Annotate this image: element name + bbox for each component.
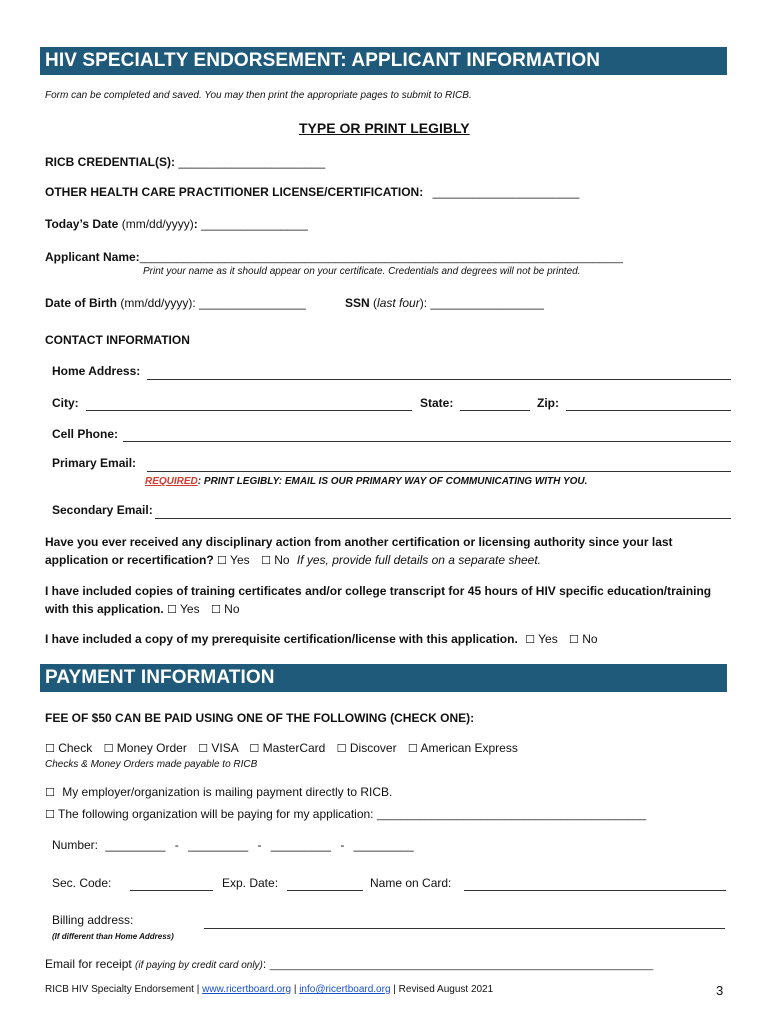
section-banner-applicant [40,47,727,75]
q2-text-line1: I have included copies of training certificates and/or college transcript for 45 hours of HIV specific education/training [45,584,712,598]
method-american-express: American Express [420,741,518,755]
exp-date-label: Exp. Date: [222,876,279,890]
ricb-credentials-row [45,155,325,169]
payment-methods [45,741,518,755]
ssn-field[interactable]: _________________ [430,296,544,310]
home-address-label: Home Address: [52,364,141,378]
primary-email-label: Primary Email: [52,456,137,470]
todays-date-field[interactable]: ________________ [201,217,308,231]
q3-no-label: No [582,632,598,646]
payment-title: PAYMENT INFORMATION [45,667,275,688]
type-print-heading: TYPE OR PRINT LEGIBLY [299,120,470,136]
applicant-name-label: Applicant Name: [45,250,140,264]
method-mastercard: MasterCard [262,741,326,755]
todays-date-format: (mm/dd/yyyy) [121,217,194,231]
q1-no-label: No [274,553,290,567]
method-discover: Discover [349,741,397,755]
applicant-name-row [45,250,623,264]
q3-row [45,632,598,646]
sec-code-label: Sec. Code: [52,876,112,890]
q1-row [45,553,541,567]
q2-yes-checkbox[interactable]: ☐ [167,603,177,616]
cell-phone-field[interactable] [123,441,731,442]
mastercard-checkbox[interactable]: ☐ [249,742,260,755]
visa-checkbox[interactable]: ☐ [198,742,209,755]
q2-no-label: No [224,602,240,616]
other-license-label: OTHER HEALTH CARE PRACTITIONER LICENSE/CERTIFICATION: [45,185,424,199]
org-option-label: The following organization will be paying for my application: [58,807,374,821]
name-on-card-label: Name on Card: [370,876,452,890]
footer-left: RICB HIV Specialty Endorsement | [45,984,200,995]
contact-heading: CONTACT INFORMATION [45,333,190,347]
q1-no-checkbox[interactable]: ☐ [260,554,271,567]
payable-note: Checks & Money Orders made payable to RICB [45,759,258,770]
ricb-credentials-label: RICB CREDENTIAL(S): [45,155,175,169]
ssn-format: last four [377,296,420,310]
org-field[interactable]: ____________________________________________ [376,809,647,821]
dob-format: (mm/dd/yyyy): [120,296,196,310]
city-field[interactable] [86,410,412,411]
email-receipt-label: Email for receipt [45,957,132,971]
billing-address-label: Billing address: [52,913,134,927]
dob-ssn-row [45,296,306,310]
number-field-2[interactable]: _________ [188,838,249,852]
city-label: City: [52,396,79,410]
form-note: Form can be completed and saved. You may then print the appropriate pages to submit to RICB. [45,90,472,101]
state-label: State: [420,396,454,410]
email-receipt-field[interactable]: _____________________________________________________________________ [269,960,654,971]
required-note [145,476,587,487]
method-visa: VISA [211,741,239,755]
todays-date-row [45,217,308,231]
ssn-close-paren: ): [419,296,428,310]
q2-text-line2: with this application. [45,602,164,616]
q1-text-line1: Have you ever received any disciplinary action from another certification or licensing authority since your last [45,535,673,549]
other-license-field[interactable]: ______________________ [432,185,580,199]
q3-yes-label: Yes [538,632,558,646]
website-link[interactable]: www.ricertboard.org [202,984,292,995]
q1-yes-checkbox[interactable]: ☐ [217,554,227,567]
number-dash-3: - [340,838,345,852]
number-label: Number: [52,838,99,852]
q3-yes-checkbox[interactable]: ☐ [525,633,535,646]
email-receipt-note: (if paying by credit card only) [135,960,263,971]
secondary-email-label: Secondary Email: [52,503,153,517]
card-number-row [52,838,414,852]
primary-email-field[interactable] [147,471,731,472]
todays-date-label: Today’s Date [45,217,119,231]
page-title: HIV SPECIALTY ENDORSEMENT: APPLICANT INFORMATION [45,50,601,71]
section-banner-payment [40,664,727,692]
dob-label: Date of Birth [45,296,117,310]
email-link[interactable]: info@ricertboard.org [299,984,391,995]
footer-sep: | [293,984,297,995]
org-option-row [45,807,646,821]
state-field[interactable] [460,410,530,411]
q2-row [45,602,240,616]
amex-checkbox[interactable]: ☐ [407,742,418,755]
q1-yes-label: Yes [230,553,250,567]
other-license-row [45,185,579,199]
email-receipt-colon: : [262,957,267,971]
secondary-email-field[interactable] [155,518,731,519]
discover-checkbox[interactable]: ☐ [336,742,347,755]
number-dash-1: - [174,838,179,852]
home-address-field[interactable] [147,379,731,380]
billing-address-field[interactable] [204,928,725,929]
ssn-label: SSN [345,296,370,310]
number-field-4[interactable]: _________ [353,838,414,852]
required-note-text: : PRINT LEGIBLY: EMAIL IS OUR PRIMARY WAY OF COMMUNICATING WITH YOU. [197,476,588,487]
check-checkbox[interactable]: ☐ [45,742,55,755]
fee-text: FEE OF $50 CAN BE PAID USING ONE OF THE FOLLOWING (CHECK ONE): [45,711,475,725]
zip-label: Zip: [537,396,559,410]
cell-phone-label: Cell Phone: [52,427,119,441]
employer-option-label: My employer/organization is mailing payment directly to RICB. [62,785,393,799]
number-field-3[interactable]: _________ [270,838,331,852]
ricb-credentials-field[interactable]: ______________________ [178,155,326,169]
method-check: Check [58,741,93,755]
number-field-1[interactable]: _________ [105,838,166,852]
q2-yes-label: Yes [180,602,200,616]
exp-date-field[interactable] [287,890,363,891]
q2-no-checkbox[interactable]: ☐ [210,603,221,616]
billing-note: (If different than Home Address) [52,932,174,941]
footer-revised: | Revised August 2021 [393,984,494,995]
email-receipt-row [45,957,653,971]
page-number: 3 [716,983,724,998]
footer [45,984,493,995]
employer-option-checkbox[interactable]: ☐ [45,786,55,799]
q1-note: If yes, provide full details on a separate sheet. [296,553,542,567]
number-dash-2: - [257,838,262,852]
org-option-checkbox[interactable]: ☐ [45,808,55,821]
name-on-card-field[interactable] [464,890,726,891]
q1-text-line2: application or recertification? [45,553,214,567]
ssn-group [345,296,544,310]
sec-code-field[interactable] [130,890,213,891]
applicant-name-field[interactable]: _______________________________________________________________________________ [139,252,623,264]
q3-text: I have included a copy of my prerequisite certification/license with this application. [45,632,518,646]
q3-no-checkbox[interactable]: ☐ [569,633,579,646]
money-order-checkbox[interactable]: ☐ [103,742,114,755]
applicant-name-hint: Print your name as it should appear on your certificate. Credentials and degrees will not be printed. [143,266,581,277]
required-word: REQUIRED [145,476,198,487]
employer-option-row [45,785,392,799]
ssn-open-paren: ( [373,296,378,310]
method-money-order: Money Order [116,741,187,755]
zip-field[interactable] [566,410,731,411]
todays-date-colon: : [193,217,198,231]
dob-field[interactable]: ________________ [199,296,306,310]
